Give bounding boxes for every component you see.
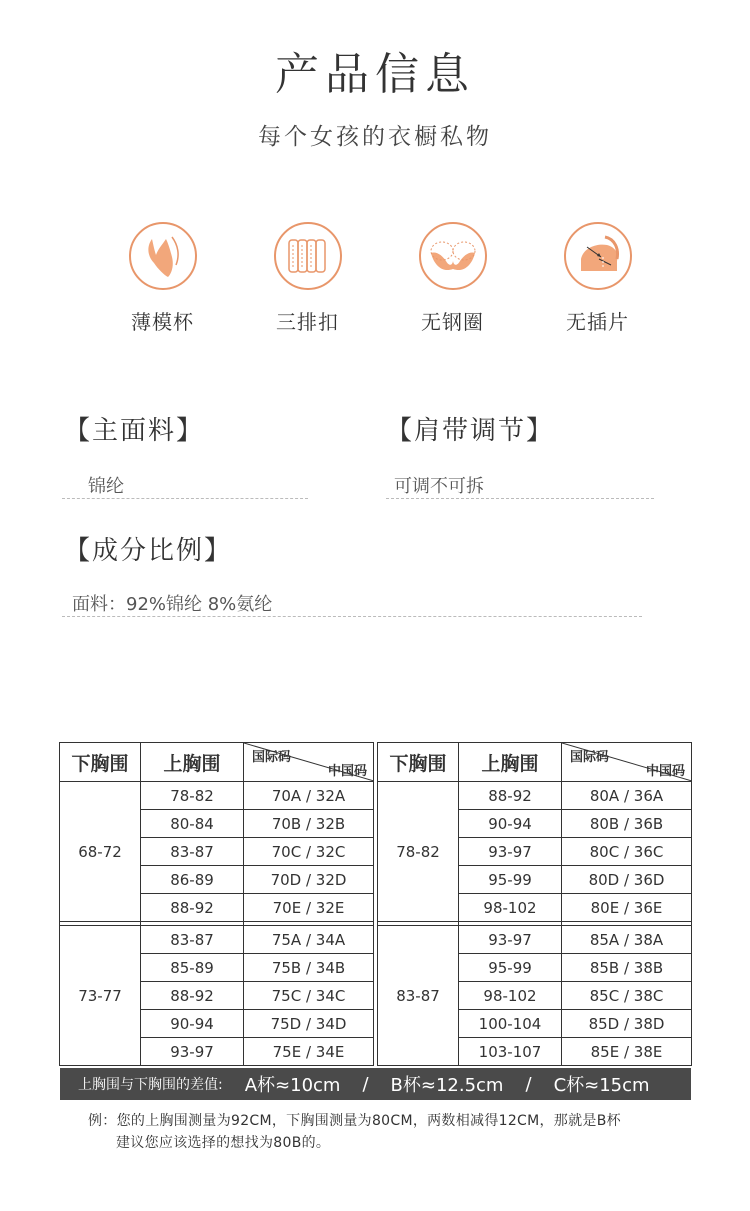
header-size-code [562,743,692,782]
separator: / [525,1073,532,1095]
example-note-line2: 建议您应该选择的想找为80B的。 [116,1135,331,1151]
size-code: 80B / 36B [562,810,692,838]
over-value: 95-99 [459,866,562,894]
header-over: 上胸围 [459,743,562,782]
size-code: 85A / 38A [562,926,692,954]
over-value: 90-94 [459,810,562,838]
example-note-line1: 例：您的上胸围测量为92CM，下胸围测量为80CM，两数相减得12CM，那就是B杯 [88,1113,621,1129]
header-under: 下胸围 [60,743,141,782]
size-code: 75C / 34C [244,982,374,1010]
over-value: 85-89 [141,954,244,982]
difference-label: 上胸围与下胸围的差值: [78,1077,223,1093]
cup-b-difference: B杯≈12.5cm [390,1075,504,1096]
divider [62,616,642,617]
under-value: 68-72 [60,782,141,922]
over-value: 98-102 [459,894,562,922]
strap-value: 可调不可拆 [394,476,484,497]
table-row [378,926,692,954]
size-code: 80D / 36D [562,866,692,894]
over-value: 83-87 [141,926,244,954]
feature-list [90,222,670,335]
header-cn: 中国码 [645,764,685,779]
over-value: 93-97 [459,838,562,866]
feature-three-hook [235,222,380,335]
composition-title: 【成分比例】 [64,536,233,566]
header-intl: 国际码 [570,750,610,765]
separator: / [362,1073,369,1095]
size-code: 70C / 32C [244,838,374,866]
size-table-left [59,742,374,1066]
main-fabric-value: 锦纶 [88,476,124,497]
over-value: 93-97 [459,926,562,954]
size-code: 75B / 34B [244,954,374,982]
over-value: 93-97 [141,1038,244,1066]
three-hook-icon [274,222,342,290]
size-code: 70D / 32D [244,866,374,894]
cup-difference-bar [60,1068,691,1100]
divider [62,498,308,499]
page-subtitle: 每个女孩的衣橱私物 [258,124,492,150]
size-code: 70E / 32E [244,894,374,922]
size-code: 75A / 34A [244,926,374,954]
over-value: 88-92 [141,982,244,1010]
strap-title: 【肩带调节】 [386,416,555,446]
size-code: 75D / 34D [244,1010,374,1038]
header-over: 上胸围 [141,743,244,782]
size-code: 85C / 38C [562,982,692,1010]
size-code: 70A / 32A [244,782,374,810]
over-value: 83-87 [141,838,244,866]
table-row [60,926,374,954]
size-code: 80C / 36C [562,838,692,866]
size-table-right [377,742,692,1066]
over-value: 88-92 [459,782,562,810]
header-cn: 中国码 [327,764,367,779]
feature-label: 无插片 [566,310,629,334]
header-size-code [244,743,374,782]
no-insert-icon [564,222,632,290]
over-value: 98-102 [459,982,562,1010]
feature-no-insert [525,222,670,335]
over-value: 88-92 [141,894,244,922]
under-value: 78-82 [378,782,459,922]
over-value: 95-99 [459,954,562,982]
under-value: 83-87 [378,926,459,1066]
main-fabric-title: 【主面料】 [64,416,205,446]
header-intl: 国际码 [252,750,292,765]
page-title: 产品信息 [275,49,475,100]
over-value: 103-107 [459,1038,562,1066]
table-row [378,782,692,810]
size-code: 85D / 38D [562,1010,692,1038]
over-value: 100-104 [459,1010,562,1038]
feature-label: 薄模杯 [131,310,194,334]
over-value: 80-84 [141,810,244,838]
header-under: 下胸围 [378,743,459,782]
cup-c-difference: C杯≈15cm [553,1075,650,1096]
wire-free-icon [419,222,487,290]
under-value: 73-77 [60,926,141,1066]
table-row [60,782,374,810]
size-code: 75E / 34E [244,1038,374,1066]
feature-label: 无钢圈 [421,310,484,334]
size-code: 85B / 38B [562,954,692,982]
feature-thin-cup [90,222,235,335]
over-value: 78-82 [141,782,244,810]
feature-wire-free [380,222,525,335]
size-code: 70B / 32B [244,810,374,838]
size-code: 80A / 36A [562,782,692,810]
size-code: 85E / 38E [562,1038,692,1066]
feature-label: 三排扣 [276,310,339,334]
thin-cup-icon [129,222,197,290]
over-value: 86-89 [141,866,244,894]
divider [386,498,654,499]
composition-value: 面料：92%锦纶 8%氨纶 [72,594,273,615]
size-code: 80E / 36E [562,894,692,922]
over-value: 90-94 [141,1010,244,1038]
cup-a-difference: A杯≈10cm [244,1075,341,1096]
